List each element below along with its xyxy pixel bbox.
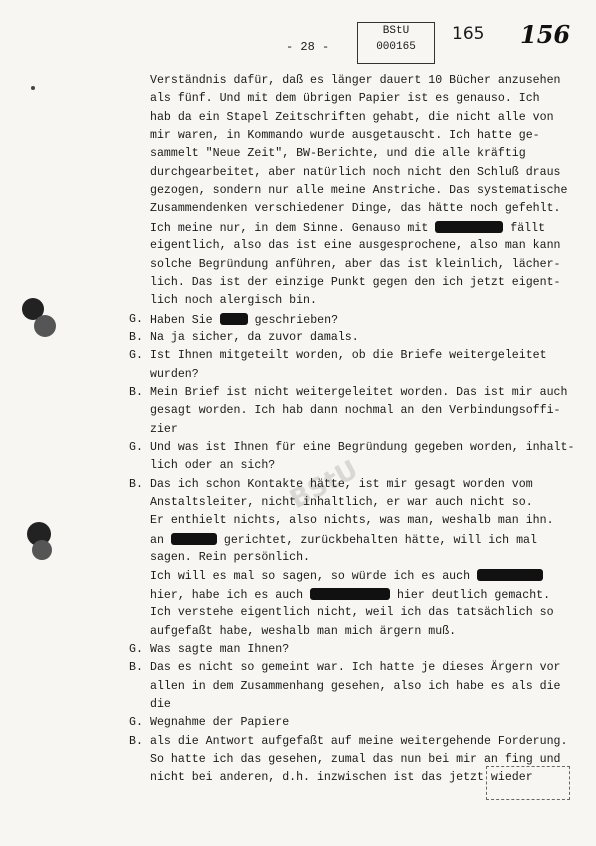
redaction-bar [171,533,217,545]
transcript-line [150,166,561,180]
speaker-label: G. [129,441,143,454]
transcript-line [150,111,554,125]
bottom-box [486,766,570,800]
line-text: Das es nicht so gemeint war. Ich hatte je dieses Ärgern vor [150,661,561,674]
transcript-line [150,569,543,584]
speaker-label: B. [129,735,143,748]
speaker-label: B. [129,386,143,399]
line-text: Das ich schon Kontakte hätte, ist mir gesagt worden vom [150,478,533,491]
line-text: zier [150,423,178,436]
transcript-line [150,202,561,216]
line-text: Und was ist Ihnen für eine Begründung gegeben worden, inhalt- [150,441,575,454]
speaker-label: G. [129,716,143,729]
redaction-bar [310,588,390,600]
transcript-line [150,459,275,473]
line-text: Haben Sie [150,314,213,327]
transcript-line [150,643,289,657]
page-number: - 28 - [286,40,330,54]
handwritten-page-number: 156 [520,20,571,49]
transcript-line [150,661,561,675]
line-text: Was sagte man Ihnen? [150,643,290,656]
transcript-line [150,221,545,236]
line-text: aufgefaßt habe, weshalb man mich ärgern muß. [150,625,457,638]
redaction-bar [477,569,543,581]
transcript-line [150,147,526,161]
transcript-line [150,239,561,253]
transcript-line [150,349,547,363]
speaker-label: G. [129,643,143,656]
transcript-line [150,423,178,437]
transcript-line [150,74,561,88]
transcript-line [150,386,567,400]
transcript-line [150,441,574,455]
transcript-line [150,496,533,510]
line-text: Anstaltsleiter, nicht inhaltlich, er war auch nicht so. [150,496,533,509]
transcript-line [150,258,561,272]
line-text: Wegnahme der Papiere [150,716,290,729]
transcript-line [150,404,561,418]
transcript-line [150,588,550,603]
transcript-line [150,313,338,328]
transcript-line [150,331,359,345]
line-text: fällt [510,222,546,235]
speaker-label: B. [129,661,143,674]
line-text: lich noch alergisch bin. [150,294,317,307]
line-text: gerichtet, zurückbehalten hätte, will ich mal [223,534,537,547]
redaction-bar [435,221,503,233]
line-text: Ich meine nur, in dem Sinne. Genauso mit [150,222,429,235]
line-text: geschrieben? [254,314,339,327]
transcript-line [150,514,554,528]
transcript-line [150,551,310,565]
transcript-line [150,533,537,548]
line-text: als fünf. Und mit dem übrigen Papier ist es genauso. Ich [150,92,540,105]
line-text: solche Begründung anführen, aber das ist kleinlich, lächer- [150,258,561,271]
line-text: als die Antwort aufgefaßt auf meine weitergehende Forderung. [150,735,568,748]
line-text: Ich verstehe eigentlich nicht, weil ich das tatsächlich so [150,606,554,619]
transcript-line [150,625,456,639]
transcript-line [150,735,567,749]
transcript-line [150,368,199,382]
line-text: Zusammendenken verschiedener Dinge, das hätte noch gefehlt. [150,202,561,215]
line-text: mir waren, in Kommando wurde ausgetauscht. Ich hatte ge- [150,129,540,142]
speaker-label: B. [129,331,143,344]
transcript-line [150,698,171,712]
line-text: hier, habe ich es auch [150,589,304,602]
line-text: sammelt "Neue Zeit", BW-Berichte, und die alle kräftig [150,147,526,160]
line-text: hab da ein Stapel Zeitschriften gehabt, die nicht alle von [150,111,554,124]
transcript-line [150,276,561,290]
line-text: gesagt worden. Ich hab dann nochmal an den Verbindungsoffi- [150,404,561,417]
speaker-label: G. [129,349,143,362]
transcript-line [150,294,317,308]
archive-page-number: 165 [452,24,485,44]
transcript-line [150,771,533,785]
line-text: hier deutlich gemacht. [397,589,551,602]
line-text: Er enthielt nichts, also nichts, was man, weshalb man ihn. [150,514,554,527]
line-text: Mein Brief ist nicht weitergeleitet worden. Das ist mir auch [150,386,568,399]
line-text: wurden? [150,368,199,381]
transcript-line [150,129,540,143]
archive-stamp [357,22,435,64]
line-text: sagen. Rein persönlich. [150,551,311,564]
line-text: gezogen, sondern nur alle meine Anstriche. Das systematische [150,184,568,197]
line-text: die [150,698,171,711]
line-text: eigentlich, also das ist eine ausgesprochene, also man kann [150,239,561,252]
transcript-line [150,92,540,106]
punch-hole-2 [34,315,56,337]
transcript-line [150,478,533,492]
line-text: Verständnis dafür, daß es länger dauert 10 Bücher anzusehen [150,74,561,87]
stamp-number: 000165 [376,41,416,53]
line-text: Na ja sicher, da zuvor damals. [150,331,359,344]
speaker-label: G. [129,313,143,326]
redaction-bar [220,313,248,325]
line-text: So hatte ich das gesehen, zumal das nun bei mir an fing und [150,753,561,766]
line-text: an [150,534,164,547]
line-text: allen in dem Zusammenhang gesehen, also ich habe es als die [150,680,561,693]
line-text: Ich will es mal so sagen, so würde ich es auch [150,570,471,583]
line-text: lich oder an sich? [150,459,276,472]
speaker-label: B. [129,478,143,491]
transcript-line [150,753,561,767]
line-text: durchgearbeitet, aber natürlich noch nicht den Schluß draus [150,166,561,179]
watermark: BStU [285,454,363,516]
line-text: lich. Das ist der einzige Punkt gegen den ich jetzt eigent- [150,276,561,289]
transcript-line [150,606,554,620]
transcript-line [150,680,561,694]
stamp-label: BStU [382,25,410,37]
margin-mark [31,86,35,90]
transcript-line [150,184,567,198]
transcript-line [150,716,289,730]
line-text: nicht bei anderen, d.h. inzwischen ist das jetzt wieder [150,771,533,784]
punch-hole-4 [32,540,52,560]
line-text: Ist Ihnen mitgeteilt worden, ob die Briefe weitergeleitet [150,349,547,362]
